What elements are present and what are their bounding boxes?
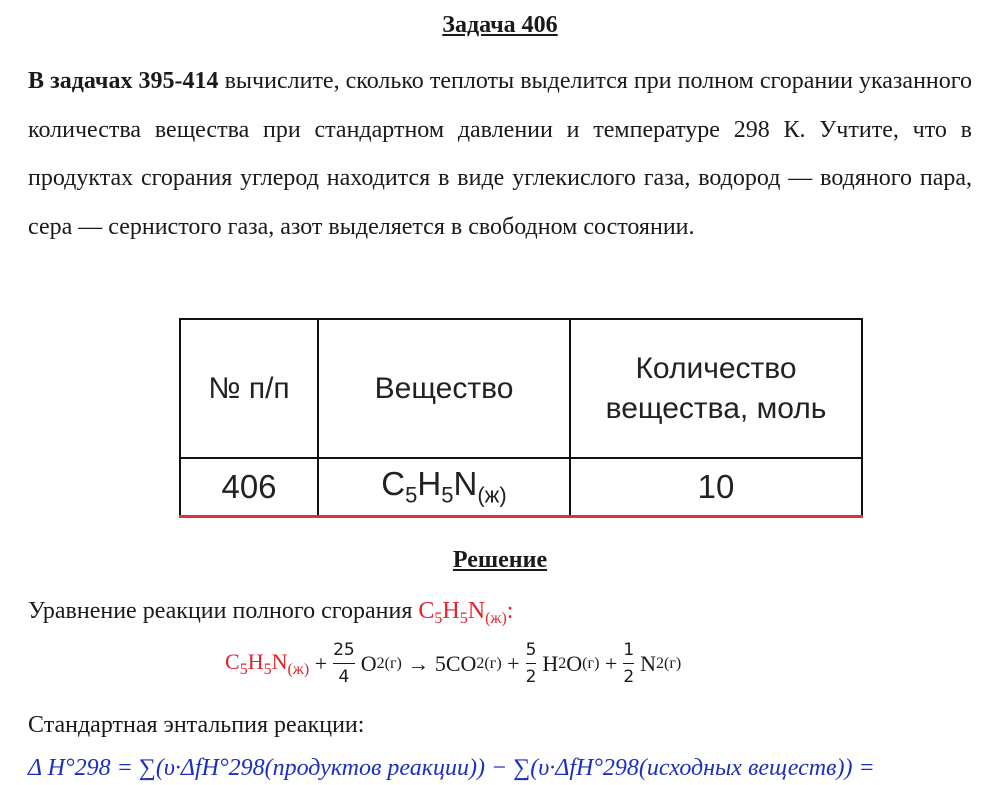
reaction-substance: $C_5H_5N_{(ж)}$ <box>418 598 507 627</box>
header-number: № п/п <box>180 319 318 458</box>
reaction-equation: $C_5H_5N_{(ж)}$ + $\frac{25}{4}$ O 2(г) → 5CO 2(г) + $\frac{5}{2}$ H 2 O (г) + $\frac{1}{2}$ N 2(г) <box>225 640 682 687</box>
table-row <box>180 458 862 517</box>
enthalpy-formula: Δ H°298 = ∑(υ·ΔfH°298(продуктов реакции)) − ∑(υ·ΔfH°298(исходных веществ)) = <box>28 755 875 781</box>
reaction-line <box>28 598 513 628</box>
header-amount: Количество вещества, моль <box>570 319 862 458</box>
reaction-colon: : <box>506 598 514 624</box>
problem-body: вычислите, сколько теплоты выделится при полном сгорании указанного количества вещества при стандартном давлении и температуре 298 К. Учтите, что в продуктах сгорания углерод находится в виде углекислого газа, водород — водяного пара, сера — сернистого газа, азот выделяется в свободном состоянии. <box>28 68 972 240</box>
problem-text <box>28 57 972 251</box>
header-substance: Вещество <box>318 319 570 458</box>
substance-table <box>179 318 863 518</box>
page-title: Задача 406 <box>442 12 558 38</box>
cell-number: 406 <box>180 458 318 517</box>
cell-substance: $C_5H_5N_{(ж)}$ <box>318 458 570 517</box>
solution-heading: Решение <box>452 547 548 573</box>
problem-range: В задачах 395-414 <box>28 68 219 94</box>
reaction-line-text: Уравнение реакции полного сгорания <box>28 598 419 624</box>
table-header-row <box>180 319 862 458</box>
enthalpy-label: Стандартная энтальпия реакции: <box>28 712 365 738</box>
cell-amount: 10 <box>570 458 862 517</box>
